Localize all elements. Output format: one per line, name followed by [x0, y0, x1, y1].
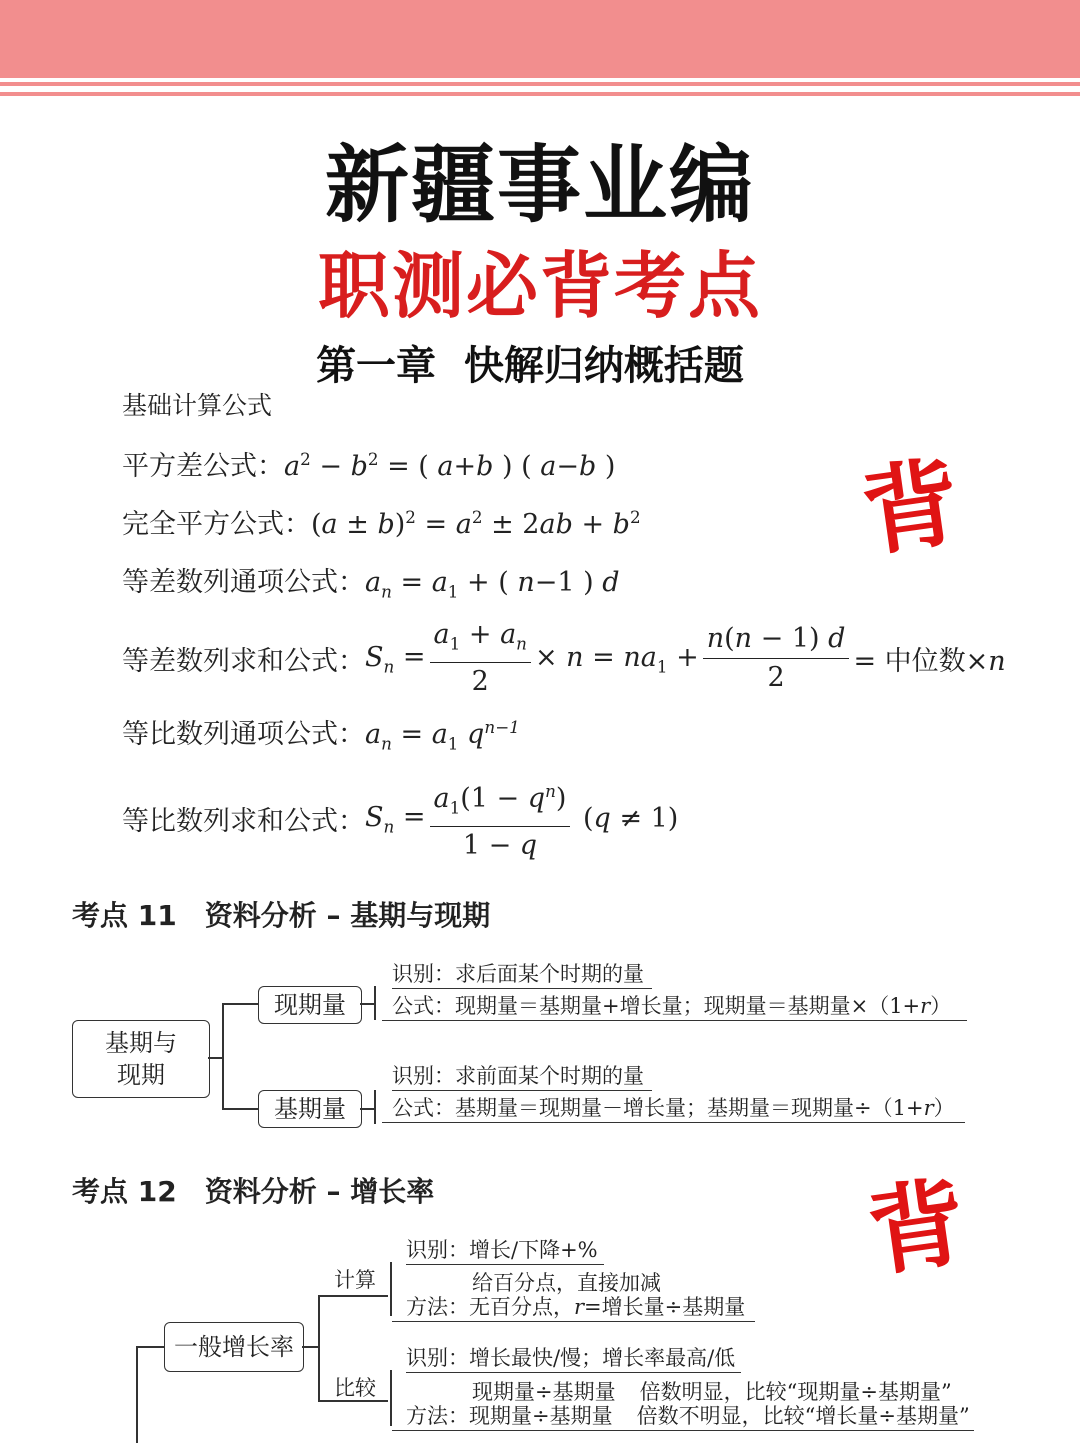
section-heading-12: 考点 12 资料分析 – 增长率 [72, 1175, 435, 1208]
formula-label: 完全平方公式： [122, 509, 311, 540]
connector [374, 986, 376, 1020]
chapter-title: 第一章 快解归纳概括题 [316, 343, 744, 389]
calc-method-formula: =增长量÷基期量 [584, 1295, 746, 1319]
connector [360, 1108, 374, 1110]
formula-geo-term: 等比数列通项公式：$a_n = a_1$ $q^{n-1}$ [122, 717, 520, 754]
growth-rate-var: r [923, 1096, 934, 1120]
top-banner [0, 0, 1080, 78]
base-formula [382, 1092, 965, 1123]
formula-perfect-square: 完全平方公式：$(a \pm b)^2 = a^2 \pm 2ab + b^2$ [122, 507, 641, 540]
compare-row1-right: 倍数明显，比较“现期量÷基期量” [639, 1380, 952, 1404]
formula-geo-sum: 等比数列求和公式：$S_n$ = $\frac{a_1(1 - q^n)}{1 - q}$ (q ≠ 1) [122, 772, 678, 865]
current-formula-text: 公式：现期量＝基期量+增长量；现期量＝基期量×（1+ [392, 994, 921, 1018]
connector [222, 1003, 258, 1005]
recite-stamp: 背 [855, 444, 967, 571]
calc-method [392, 1291, 755, 1322]
connector [374, 1090, 376, 1124]
base-identify: 识别：求前面某个时期的量 [392, 1060, 652, 1091]
recite-stamp: 背 [861, 1164, 973, 1291]
page-title: 新疆事业编 [324, 136, 755, 234]
connector [302, 1346, 318, 1348]
connector [318, 1295, 320, 1401]
compare-label: 比较 [334, 1376, 376, 1400]
connector [360, 1003, 374, 1005]
current-period-box: 现期量 [258, 986, 362, 1024]
mindmap-root-box: 基期与 现期 [72, 1020, 210, 1098]
connector [136, 1346, 164, 1348]
formula-close: ） [933, 1096, 955, 1120]
compare-row2-right: 倍数不明显，比较“增长量÷基期量” [636, 1404, 970, 1428]
method-label: 方法： [406, 1295, 469, 1319]
formula-close: ） [930, 994, 952, 1018]
section-heading-11: 考点 11 资料分析 – 基期与现期 [72, 899, 491, 932]
formula-label: 等比数列求和公式： [122, 806, 365, 838]
page-subtitle: 职测必背考点 [317, 244, 762, 328]
connector [318, 1295, 388, 1297]
formula-label: 平方差公式： [122, 451, 284, 482]
top-stripe [0, 82, 1080, 86]
current-identify: 识别：求后面某个时期的量 [392, 958, 652, 989]
formula-label: 等差数列求和公式： [122, 646, 365, 678]
connector [222, 1108, 258, 1110]
current-formula [382, 990, 967, 1021]
connector [136, 1346, 138, 1443]
calc-method-line2: 无百分点， [469, 1295, 574, 1319]
formula-label: 等差数列通项公式： [122, 567, 365, 598]
formula-diff-squares: 平方差公式：$a^2 - b^2$ = ( a+b ) ( a−b ) [122, 449, 616, 482]
calc-label: 计算 [334, 1268, 376, 1292]
connector [222, 1003, 224, 1109]
base-formula-text: 公式：基期量＝现期量－增长量；基期量＝现期量÷（1+ [392, 1096, 924, 1120]
formula-tail: = 中位数× [853, 646, 989, 678]
top-stripe [0, 92, 1080, 96]
growth-rate-root-box: 一般增长率 [164, 1322, 304, 1372]
compare-row2-left: 现期量÷基期量 [469, 1404, 613, 1428]
formulas-heading: 基础计算公式 [122, 391, 273, 420]
calc-identify: 识别：增长/下降+% [406, 1234, 604, 1265]
formula-label: 等比数列通项公式： [122, 719, 365, 750]
compare-method [392, 1400, 974, 1431]
formula-arith-term: 等差数列通项公式：$a_n = a_1$ + ( n−1 ) d [122, 567, 620, 602]
connector [208, 1057, 222, 1059]
compare-identify: 识别：增长最快/慢；增长率最高/低 [406, 1342, 741, 1373]
formula-arith-sum: 等差数列求和公式：$S_n$ = $\frac{a_1 + a_n}{2}$ × $n = na_1$ + $\frac{n(n - 1) d}{2}$ = 中位数×n [122, 616, 1006, 701]
growth-rate-var: r [574, 1295, 585, 1319]
calc-method-line1: 给百分点，直接加减 [472, 1271, 661, 1295]
growth-rate-var: r [920, 994, 931, 1018]
base-period-box: 基期量 [258, 1090, 362, 1128]
compare-row1-left: 现期量÷基期量 [472, 1380, 616, 1404]
method-label: 方法： [406, 1404, 469, 1428]
